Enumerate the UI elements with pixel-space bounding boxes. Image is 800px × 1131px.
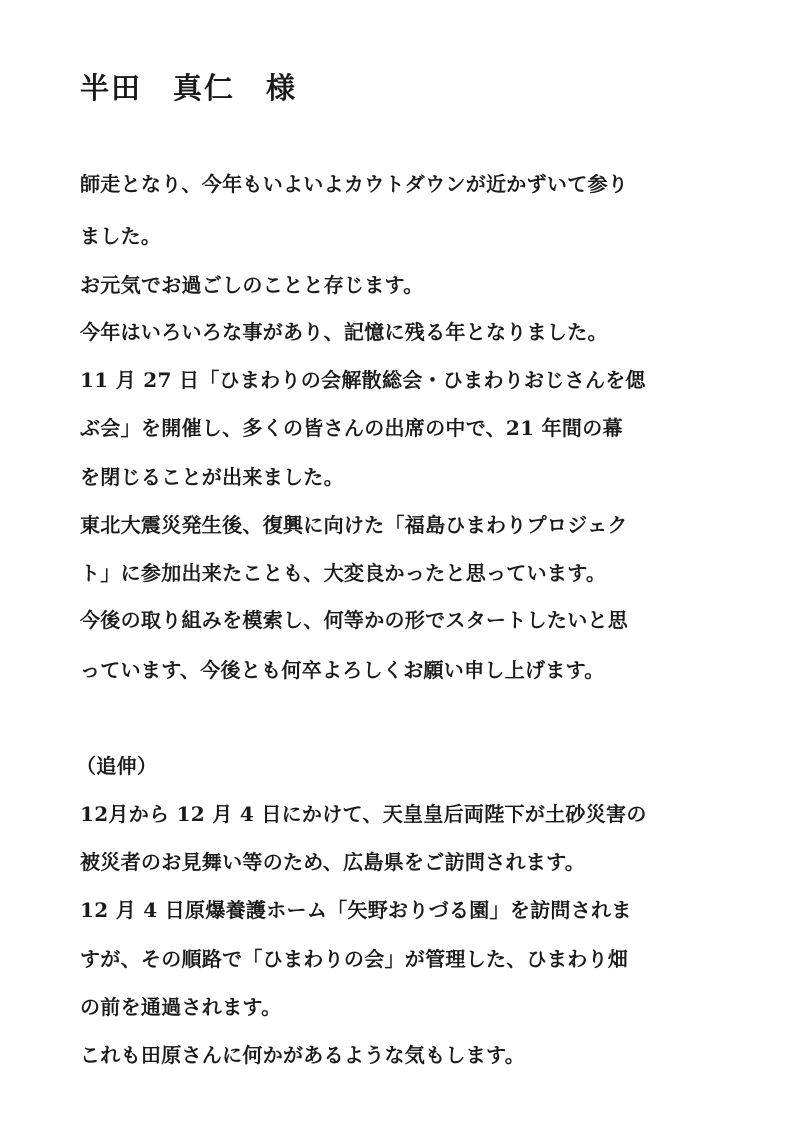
body-line: 今後の取り組みを模索し、何等かの形でスタートしたいと思 (80, 608, 629, 632)
body-line: 東北大震災発生後、復興に向けた「福島ひまわりプロジェク (80, 513, 628, 537)
body-line: ました。 (80, 224, 162, 248)
body-line: を閉じることが出来ました。 (80, 465, 344, 489)
body-line: 師走となり、今年もいよいよカウトダウンが近かずいて参り (80, 172, 629, 196)
body-line: ぶ会」を開催し、多くの皆さんの出席の中で、21 年間の幕 (80, 416, 623, 440)
postscript-line: 12月から 12 月 4 日にかけて、天皇皇后両陛下が土砂災害の (80, 802, 647, 826)
body-line: っています、今後とも何卒よろしくお願い申し上げます。 (80, 658, 605, 682)
postscript-label: （追伸） (76, 754, 158, 778)
postscript-line: 被災者のお見舞い等のため、広島県をご訪問されます。 (80, 850, 586, 874)
postscript-line: すが、その順路で「ひまわりの会」が管理した、ひまわり畑 (80, 947, 629, 971)
addressee: 半田 真仁 様 (80, 71, 298, 105)
body-line: 今年はいろいろな事があり、記憶に残る年となりました。 (80, 320, 608, 344)
body-line: ト」に参加出来たことも、大変良かったと思っています。 (80, 561, 607, 585)
postscript-line: の前を通過されます。 (80, 995, 282, 1019)
postscript-line: これも田原さんに何かがあるような気もします。 (80, 1043, 525, 1067)
postscript-line: 12 月 4 日原爆養護ホーム「矢野おりづる園」を訪問されま (80, 898, 632, 922)
body-line: お元気でお過ごしのことと存じます。 (80, 273, 424, 297)
body-line: 11 月 27 日「ひまわりの会解散総会・ひまわりおじさんを偲 (80, 368, 646, 392)
